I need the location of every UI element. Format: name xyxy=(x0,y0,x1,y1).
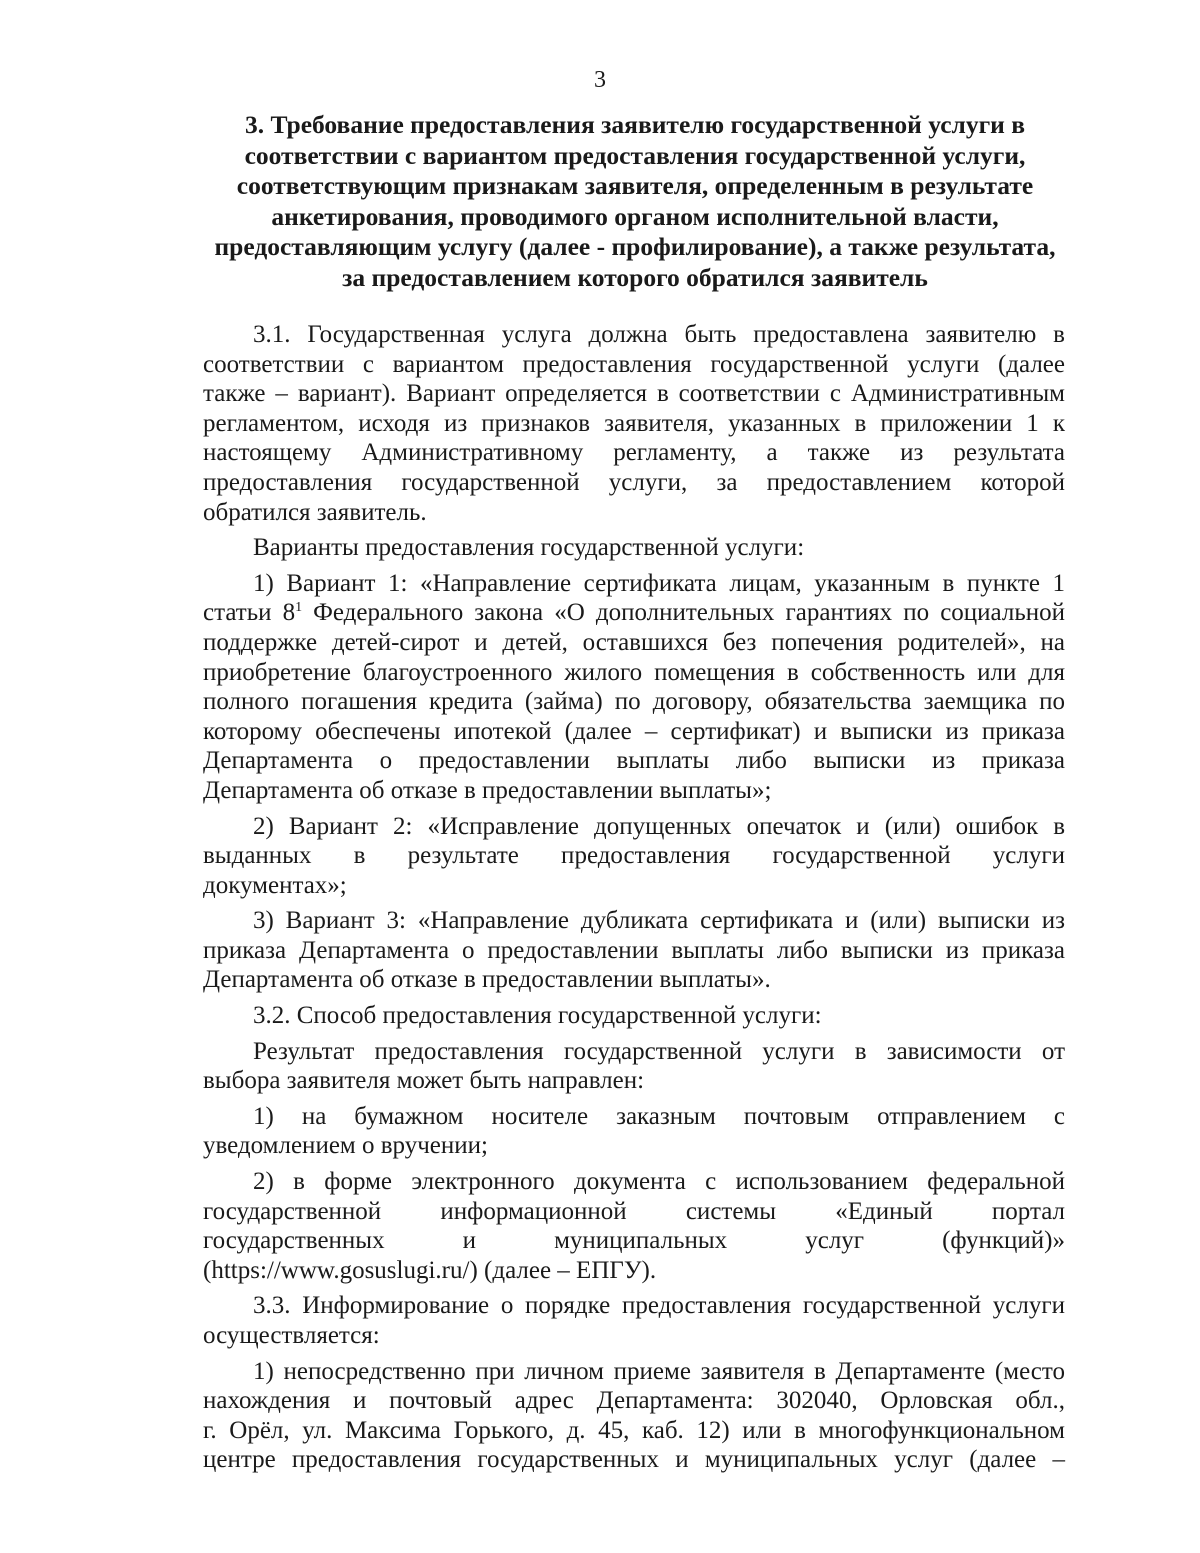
text-line: Департамента об отказе в предоставлении выплаты». xyxy=(203,966,771,994)
superscript: 1 xyxy=(295,600,303,616)
text-line: 3.1. Государственная услуга должна быть предоставлена заявителю в xyxy=(253,321,1065,348)
heading-line: 3. Требование предоставления заявителю государственной услуги в xyxy=(244,110,1025,139)
text-line: 1) Вариант 1: «Направление сертификата лицам, указанным в пункте 1 xyxy=(253,569,1065,597)
text-line: Варианты предоставления государственной услуги: xyxy=(253,534,805,562)
text-fragment: статьи 8 xyxy=(203,599,296,627)
text-line: обратился заявитель. xyxy=(203,498,427,526)
text-line: документах»; xyxy=(203,871,347,899)
paragraph-paper-delivery xyxy=(203,1102,1065,1161)
paragraph-3-2 xyxy=(203,1001,1065,1031)
text-fragment: Федерального закона «О дополнительных гарантиях по социальной xyxy=(302,599,1065,627)
paragraph-variant-2 xyxy=(203,812,1065,901)
paragraph-variant-3 xyxy=(203,906,1065,995)
text-line: 3) Вариант 3: «Направление дубликата сертификата и (или) выписки из xyxy=(253,907,1065,935)
text-line: нахождения и почтовый адрес Департамента: 302040, Орловская обл., xyxy=(203,1387,1065,1415)
heading-line: анкетирования, проводимого органом исполнительной власти, xyxy=(271,201,999,231)
paragraph-electronic-delivery xyxy=(203,1167,1065,1285)
page-number: 3 xyxy=(594,67,606,93)
text-line: также – вариант). Вариант определяется в соответствии с Административным xyxy=(203,380,1065,408)
text-line: 1) на бумажном носителе заказным почтовым отправлением с xyxy=(253,1102,1065,1130)
section-heading xyxy=(200,110,1070,293)
text-line: которому обеспечены ипотекой (далее – сертификат) и выписки из приказа xyxy=(203,717,1065,745)
text-line: осуществляется: xyxy=(203,1322,380,1349)
text-line-with-superscript xyxy=(203,598,1065,628)
text-line: 2) в форме электронного документа с использованием федеральной xyxy=(253,1168,1065,1196)
text-line: г. Орёл, ул. Максима Горького, д. 45, каб. 12) или в многофункциональном xyxy=(203,1416,1065,1444)
heading-line: соответствии с вариантом предоставления государственной услуги, xyxy=(244,140,1026,170)
document-body xyxy=(203,320,1065,1481)
text-line: Департамента об отказе в предоставлении выплаты»; xyxy=(203,776,772,804)
text-line: (https://www.gosuslugi.ru/) (далее – ЕПГУ). xyxy=(203,1256,657,1284)
text-line: регламентом, исходя из признаков заявителя, указанных в приложении 1 к xyxy=(203,409,1065,437)
text-line: 3.3. Информирование о порядке предоставления государственной услуги xyxy=(253,1292,1065,1320)
text-line: 3.2. Способ предоставления государственной услуги: xyxy=(253,1002,822,1030)
text-line: предоставления государственной услуги, за предоставлением которой xyxy=(203,468,1065,496)
text-line: уведомлением о вручении; xyxy=(203,1132,488,1160)
heading-line: соответствующим признакам заявителя, определенным в результате xyxy=(236,171,1034,200)
text-line: Департамента о предоставлении выплаты либо выписки из приказа xyxy=(203,747,1065,775)
text-line: выбора заявителя может быть направлен: xyxy=(203,1067,645,1095)
heading-line: за предоставлением которого обратился заявитель xyxy=(342,262,928,292)
paragraph-personal-reception xyxy=(203,1357,1065,1475)
text-line: Результат предоставления государственной услуги в зависимости от xyxy=(253,1037,1065,1065)
text-line: центре предоставления государственных и муниципальных услуг (далее – xyxy=(203,1446,1065,1474)
text-line: 2) Вариант 2: «Исправление допущенных опечаток и (или) ошибок в xyxy=(253,812,1065,840)
paragraph-variant-1 xyxy=(203,569,1065,806)
text-line: государственной информационной системы «Единый портал xyxy=(203,1197,1065,1225)
paragraph-variants-intro xyxy=(203,533,1065,563)
text-line: настоящему Административному регламенту, а также из результата xyxy=(203,439,1065,467)
paragraph-result-delivery xyxy=(203,1037,1065,1096)
text-line: 1) непосредственно при личном приеме заявителя в Департаменте (место xyxy=(253,1357,1065,1385)
text-line: государственных и муниципальных услуг (функций)» xyxy=(203,1227,1065,1255)
text-line: полного погашения кредита (займа) по договору, обязательства заемщика по xyxy=(203,688,1065,716)
paragraph-3-3 xyxy=(203,1291,1065,1350)
heading-line: предоставляющим услугу (далее - профилирование), а также результата, xyxy=(214,232,1056,261)
text-line: выданных в результате предоставления государственной услуги xyxy=(203,842,1065,870)
paragraph-3-1 xyxy=(203,320,1065,527)
text-line: приказа Департамента о предоставлении выплаты либо выписки из приказа xyxy=(203,936,1065,964)
text-line: приобретение благоустроенного жилого помещения в собственность или для xyxy=(203,658,1065,686)
text-line: поддержке детей-сирот и детей, оставшихся без попечения родителей», на xyxy=(203,628,1065,656)
text-line: соответствии с вариантом предоставления государственной услуги (далее xyxy=(203,350,1065,378)
